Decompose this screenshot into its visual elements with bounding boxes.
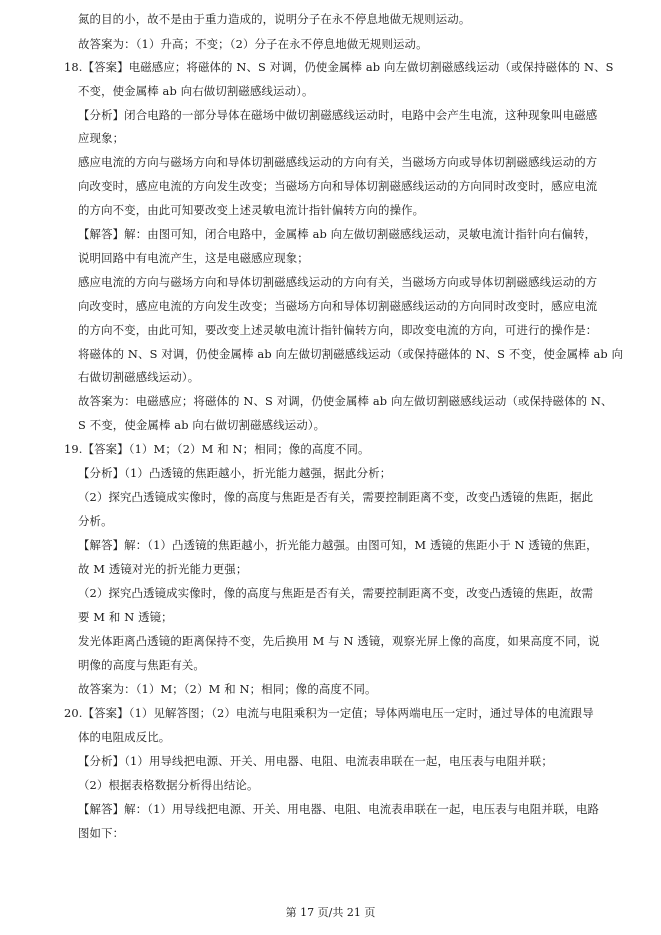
text-line: 故答案为：（1）M；（2）M 和 N；相同；像的高度不同。: [78, 682, 377, 696]
text-line: 不变，使金属棒 ab 向右做切割磁感线运动）。: [78, 84, 314, 98]
text-line: 【分析】（1）凸透镜的焦距越小，折光能力越强，据此分析；: [78, 466, 392, 480]
text-line: （2）探究凸透镜成实像时，像的高度与焦距是否有关，需要控制距离不变，改变凸透镜的焦距，故需: [78, 586, 594, 600]
text-line: 要 M 和 N 透镜；: [78, 610, 173, 624]
text-line: 右做切割磁感线运动）。: [78, 370, 200, 384]
text-line: S 不变，使金属棒 ab 向右做切割磁感线运动）。: [78, 418, 326, 432]
text-line: 故答案为：电磁感应；将磁体的 N、S 对调，仍使金属棒 ab 向左做切割磁感线运动（或保持磁体的 N、: [78, 394, 613, 408]
text-line: （2）根据表格数据分析得出结论。: [78, 778, 259, 792]
text-line: 说明回路中有电流产生，这是电磁感应现象；: [78, 251, 309, 265]
text-line: 向改变时，感应电流的方向发生改变；当磁场方向和导体切割磁感线运动的方向同时改变时，感应电流: [78, 179, 598, 193]
text-line: 氮的目的小，故不是由于重力造成的，说明分子在永不停息地做无规则运动。: [78, 12, 471, 26]
text-line: 应现象；: [78, 131, 125, 145]
text-line: 【分析】（1）用导线把电源、开关、用电器、电阻、电流表串联在一起，电压表与电阻并联；: [78, 754, 553, 768]
text-line: 18.【答案】电磁感应；将磁体的 N、S 对调，仍使金属棒 ab 向左做切割磁感线运动（或保持磁体的 N、S: [64, 60, 614, 74]
text-line: 向改变时，感应电流的方向发生改变；当磁场方向和导体切割磁感线运动的方向同时改变时，感应电流: [78, 299, 598, 313]
page-number: 第 17 页/共 21 页: [285, 906, 376, 919]
text-line: 发光体距离凸透镜的距离保持不变，先后换用 M 与 N 透镜，观察光屏上像的高度，如果高度不同，说: [78, 634, 600, 648]
text-line: 故 M 透镜对光的折光能力更强；: [78, 562, 248, 576]
text-line: 【解答】解：（1）用导线把电源、开关、用电器、电阻、电流表串联在一起，电压表与电阻并联，电路: [78, 802, 600, 816]
text-line: 的方向不变，由此可知要改变上述灵敏电流计指针偏转方向的操作。: [78, 203, 425, 217]
text-line: 【解答】解：由图可知，闭合电路中，金属棒 ab 向左做切割磁感线运动，灵敏电流计指针向右偏转，: [78, 227, 597, 241]
text-line: 19.【答案】（1）M；（2）M 和 N；相同；像的高度不同。: [64, 442, 370, 456]
text-line: 感应电流的方向与磁场方向和导体切割磁感线运动的方向有关，当磁场方向或导体切割磁感线运动的方: [78, 155, 598, 169]
text-line: 明像的高度与焦距有关。: [78, 658, 205, 672]
text-line: 体的电阻成反比。: [78, 730, 171, 744]
text-line: 的方向不变，由此可知，要改变上述灵敏电流计指针偏转方向，即改变电流的方向，可进行的操作是：: [78, 323, 598, 337]
text-line: 图如下：: [78, 826, 125, 840]
text-line: 将磁体的 N、S 对调，仍使金属棒 ab 向左做切割磁感线运动（或保持磁体的 N、S 不变，使金属棒 ab 向: [78, 347, 624, 361]
text-line: 感应电流的方向与磁场方向和导体切割磁感线运动的方向有关，当磁场方向或导体切割磁感线运动的方: [78, 275, 598, 289]
text-line: 分析。: [78, 514, 113, 528]
text-line: 20.【答案】（1）见解答图；（2）电流与电阻乘积为一定值；导体两端电压一定时，通过导体的电流跟导: [64, 706, 594, 720]
text-line: 【分析】闭合电路的一部分导体在磁场中做切割磁感线运动时，电路中会产生电流，这种现象叫电磁感: [78, 108, 598, 122]
text-line: （2）探究凸透镜成实像时，像的高度与焦距是否有关，需要控制距离不变，改变凸透镜的焦距，据此: [78, 490, 594, 504]
text-line: 【解答】解：（1）凸透镜的焦距越小，折光能力越强。由图可知，M 透镜的焦距小于 N 透镜的焦距，: [78, 538, 598, 552]
text-line: 故答案为：（1）升高；不变；（2）分子在永不停息地做无规则运动。: [78, 37, 428, 51]
